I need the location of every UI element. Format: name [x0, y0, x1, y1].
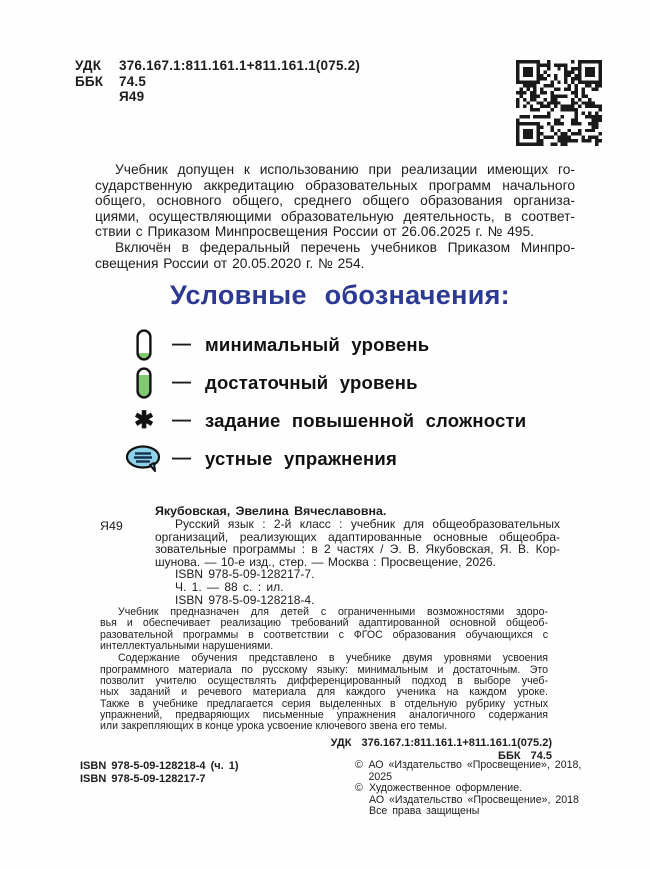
legend-label-sufficient: достаточный уровень [205, 372, 418, 393]
bbk-label: ББК [75, 73, 104, 89]
udk-label: УДК [75, 58, 102, 73]
text-line: разовательной программы в соответствии с ФГОС образования обучающихся с [100, 628, 548, 641]
isbn-second-line: ISBN 978-5-09-128218-4. [175, 592, 315, 607]
asterisk-glyph: ✱ [133, 407, 155, 434]
bib-author: Якубовская, Эвелина Вячеславовна. [155, 504, 387, 518]
copyright-text: Художественное оформление. [369, 782, 523, 795]
copyright-symbol: © [355, 782, 363, 795]
copyright-symbol: © [355, 759, 363, 771]
copyright-line [355, 760, 600, 783]
copyright-line [355, 806, 600, 818]
legend-dash: — [172, 334, 191, 355]
asterisk-icon [122, 409, 166, 433]
legend-row-oral-exercises [122, 440, 526, 478]
text-line: ISBN 978-5-09-128217-7 [80, 773, 206, 785]
isbn-first-line: ISBN 978-5-09-128217-7. [175, 567, 315, 582]
bbk-value: 74.5 [119, 73, 147, 89]
text-line: общего, основного общего, среднего общего образования организа- [95, 193, 575, 209]
text-line: Учебник допущен к использованию при реализации имеющих го- [115, 162, 575, 177]
bib-description [155, 518, 560, 568]
text-line: свещения России от 20.05.2020 г. № 254. [95, 255, 365, 271]
text-line: интеллектуальными нарушениями. [100, 640, 274, 653]
copyright-symbol [355, 806, 369, 818]
text-line: Русский язык : 2-й класс : учебник для общеобразовательных [175, 517, 560, 531]
legend-row-advanced-task [122, 402, 526, 440]
text-line: позволит учителю осуществлять дифференцированный подход в выборе учеб- [100, 674, 548, 687]
bibliographic-block [95, 504, 560, 762]
text-line: ствии с Приказом Минпросвещения России от 26.06.2025 г. № 495. [95, 224, 534, 240]
legend-dash: — [172, 372, 191, 393]
text-line: Содержание обучения представлено в учебнике двумя уровнями усвоения [118, 652, 548, 665]
bbk-value: 74.5 [530, 749, 552, 762]
legend-row-minimal-level [122, 326, 526, 364]
text-line: или закрепляющих в конце урока усвоение ключевого звена его темы. [100, 720, 448, 733]
legend-list [122, 326, 526, 478]
text-line: зовательные программы : в 2 частях / Э. В. Якубовская, Я. В. Кор- [155, 542, 560, 557]
udk-value: 376.167.1:811.161.1+811.161.1(075.2) [361, 737, 552, 750]
legend-dash: — [172, 448, 191, 469]
admission-paragraph-1 [95, 162, 575, 240]
speech-bubble-icon [122, 444, 166, 474]
annotation-paragraph-1 [100, 607, 548, 652]
legend-label-minimal: минимальный уровень [205, 334, 430, 355]
top-classification-codes [75, 58, 360, 105]
admission-paragraph-2 [95, 240, 575, 271]
text-line: сударственную аккредитацию образовательных программ начального [95, 177, 575, 193]
qr-code-icon [516, 60, 602, 146]
legend-title: Условные обозначения: [170, 280, 510, 310]
udk-bottom-row [95, 737, 552, 750]
text-line: ных заданий и речевого материала для каждого ученика на каждом уроке. [100, 686, 548, 699]
admission-paragraphs [95, 162, 575, 271]
udk-value: 376.167.1:811.161.1+811.161.1(075.2) [119, 58, 361, 73]
bbk-row [75, 74, 360, 90]
copyright-block [355, 760, 600, 818]
copyright-text: АО «Издательство «Просвещение», 2018, 2025 [368, 759, 582, 783]
text-line: Включён в федеральный перечень учебников Приказом Минпро- [115, 239, 575, 255]
text-line: упражнений, предваряющих письменные упражнения аналогичного содержания [100, 708, 548, 721]
copyright-text: Все права защищены [369, 805, 480, 818]
udk-label: УДК [330, 737, 352, 750]
author-sign: Я49 [119, 89, 145, 104]
text-line: ISBN 978-5-09-128218-4 (ч. 1) [80, 760, 239, 772]
text-line: вья и обеспечивает реализацию требований адаптированной основной общеоб- [100, 617, 548, 630]
legend-dash: — [172, 410, 191, 431]
text-line: программного материала по русскому языку: минимальным и достаточным. Это [100, 663, 548, 676]
copyright-text: АО «Издательство «Просвещение», 2018 [369, 793, 579, 806]
text-line: организаций, реализующих адаптированные основные общеобра- [155, 529, 560, 544]
text-line: циями, осуществляющими образовательную деятельность, в соответ- [95, 208, 575, 224]
author-sign-row [75, 89, 360, 105]
part-line: Ч. 1. — 88 с. : ил. [175, 579, 284, 594]
author-sign-spacer [75, 89, 119, 105]
footer-isbn-block [80, 760, 239, 786]
pill-minimal-icon [122, 329, 166, 361]
text-line: шунова. — 10-е изд., стер. — Москва : Просвещение, 2026. [155, 554, 496, 569]
bib-author-sign: Я49 [100, 519, 123, 533]
legend-label-advanced: задание повышенной сложности [205, 410, 527, 431]
annotation-paragraph-2 [100, 653, 548, 732]
text-line: Также в учебнике предлагается серия выделенных в отдельную рубрику устных [100, 697, 548, 710]
udk-row [75, 58, 360, 74]
bbk-label: ББК [498, 749, 521, 762]
text-line: Учебник предназначен для детей с ограниченными возможностями здоро- [118, 606, 548, 619]
copyright-symbol [355, 795, 369, 807]
legend-label-oral: устные упражнения [205, 448, 397, 469]
pill-sufficient-icon [122, 367, 166, 399]
legend-row-sufficient-level [122, 364, 526, 402]
